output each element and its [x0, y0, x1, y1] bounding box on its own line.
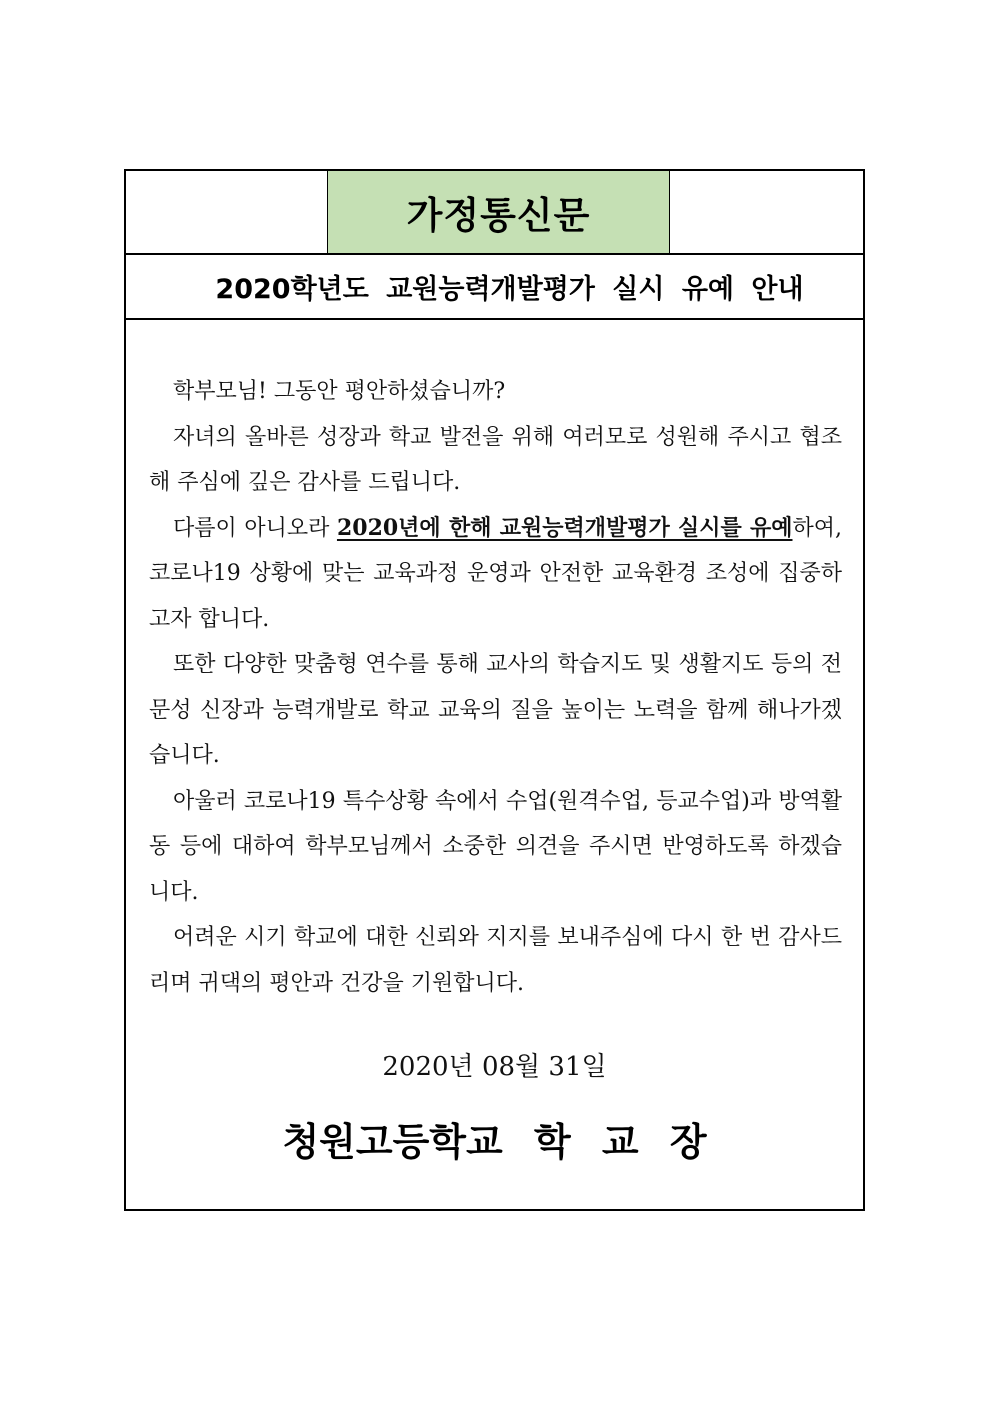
notice-frame — [124, 169, 865, 1211]
notice-subtitle: 2020학년도 교원능력개발평가 실시 유예 안내 — [215, 274, 804, 305]
header-row — [126, 171, 863, 255]
subtitle-row — [126, 255, 863, 320]
notice-body — [149, 369, 842, 1006]
announcement-highlight: 2020년에 한해 교원능력개발평가 실시를 유예 — [336, 514, 793, 541]
paragraph-training: 또한 다양한 맞춤형 연수를 통해 교사의 학습지도 및 생활지도 등의 전문성 신장과 능력개발로 학교 교육의 질을 높이는 노력을 함께 해나가겠습니다. — [149, 652, 842, 768]
paragraph-closing: 어려운 시기 학교에 대한 신뢰와 지지를 보내주심에 다시 한 번 감사드리며 귀댁의 평안과 건강을 기원합니다. — [149, 925, 842, 996]
paragraph-thanks: 자녀의 올바른 성장과 학교 발전을 위해 여러모로 성원해 주시고 협조해 주심에 깊은 감사를 드립니다. — [149, 424, 842, 495]
announcement-lead: 다름이 아니오라 — [173, 515, 337, 541]
paragraph-greeting: 학부모님! 그동안 평안하셨습니까? — [173, 379, 506, 404]
notice-date: 2020년 08월 31일 — [382, 1052, 607, 1082]
title-cell — [327, 171, 670, 253]
paragraph-announcement — [149, 506, 842, 643]
page-title: 가정통신문 — [406, 194, 591, 237]
paragraph-feedback: 아울러 코로나19 특수상황 속에서 수업(원격수업, 등교수업)과 방역활동 등에 대하여 학부모님께서 소중한 의견을 주시면 반영하도록 하겠습니다. — [149, 788, 842, 905]
announcement-rest: 하여, 코로나19 상황에 맞는 교육과정 운영과 안전한 교육환경 조성에 집중하고자 합니다. — [149, 515, 842, 632]
school-signature: 청원고등학교 학 교 장 — [282, 1120, 707, 1164]
